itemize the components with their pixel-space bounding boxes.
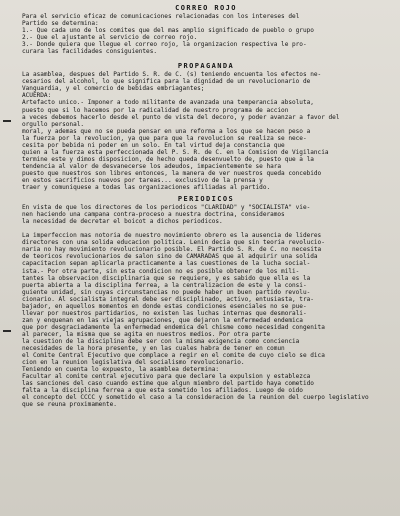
text-line: moral, y ademas que no se pueda pensar en una reforma a los que se hacen peso a <box>22 127 311 135</box>
text-line: directores con una solida educacion politica. Lenin decia que sin teoria revolucio- <box>22 239 325 247</box>
margin-mark <box>3 120 11 122</box>
text-line: cionario. Al socialista integral debe ser disciplinado, activo, entusiasta, tra- <box>22 295 314 303</box>
text-line: a veces debemos hacerlo desde el punto de vista del decoro, y poder avanzar a favor del <box>22 113 340 121</box>
text-line: capacitacion sepan aplicarla practicamente a las cuestiones de la lucha social- <box>22 260 311 268</box>
text-line: que por desgraciadamente la enfermedad endemica del chisme como necesidad congenita <box>22 323 325 331</box>
text-line: Partido se determina: <box>22 20 99 28</box>
text-line: que se reuna proximamente. <box>22 401 117 409</box>
text-line: la cuestion de la disciplina debe ser con la misma exigencia como conciencia <box>22 337 300 345</box>
section-heading: CORREO ROJO <box>175 4 237 12</box>
text-line: naria no hay movimiento revolucionario posible. El Partido S. R. de C. no necesita <box>22 246 322 254</box>
text-line: quien a la fuerza esta perfeccionada del P. S. R. de C. en la Comision de Vigilancia <box>22 148 329 156</box>
text-line: cesarios del alcohol, lo que significa para la dignidad de un revolucionario de <box>22 78 311 86</box>
text-line: Teniendo en cuenta lo expuesto, la asamblea determina: <box>22 366 220 374</box>
text-line: traer y comuniquese a todas las organizaciones afiliadas al partido. <box>22 184 271 192</box>
text-line: puesto que si lo hacemos por la radicalidad de nuestro programa de accion <box>22 106 289 114</box>
text-line: al parecer, la misma que se agita en nuestros medios. Por otra parte <box>22 330 271 338</box>
text-line: las sanciones del caso cuando estime que algun miembro del partido haya cometido <box>22 380 314 388</box>
text-line: cesita por bebida ni poder en un solo. En tal virtud deja constancia que <box>22 141 285 149</box>
section-spacer <box>22 408 390 412</box>
text-line: bajador, en aquellos momentos en donde estas condiciones esenciales no se pue- <box>22 302 307 310</box>
text-line: nen haciendo una campana contra-proceso a nuestra doctrina, consideramos <box>22 211 285 219</box>
text-line: el Comite Central Ejecutivo que complace a regir en el comite de cuyo cielo se dica <box>22 352 325 360</box>
text-line: el concepto del CCCC y sometido el caso a la consideracion de la reunion del cuerpo legislativo <box>22 394 369 402</box>
text-line: 3.- Donde quiera que llegue el correo rojo, la organizacion respectiva le pro- <box>22 41 307 49</box>
section-heading: PERIODICOS <box>177 195 235 204</box>
text-line: en estos sacrificios nuevos por tareas... exclusivo de la prensa y <box>22 176 263 184</box>
text-line: guiente unidad, sin cuyas circunstancias no puede haber un buen partido revolu- <box>22 288 311 296</box>
text-line: puesto que nuestros son libres entonces, la manera de ver nuestros queda concebido <box>22 169 322 177</box>
text-line: la fuerza por la revolucion, ya que para que la revolucion se realiza se nece- <box>22 134 307 142</box>
text-line: termine este y dimos disposicion, de hecho queda desenvuelto de, puesto que a la <box>22 155 314 163</box>
margin-mark <box>3 330 11 332</box>
text-line: orgullo personal. <box>22 120 85 128</box>
text-line: Para el servicio eficaz de comunicaciones relacionadas con los intereses del <box>22 13 300 20</box>
text-line: 1.- Que cada uno de los comites que del mas amplio significado de pueblo o grupo <box>22 27 314 35</box>
text-line: Vanguardia, y el comercio de bebidas embriagantes; <box>22 85 205 93</box>
section-spacer <box>22 55 390 62</box>
text-line: En vista de que los directores de los periodicos "CLARIDAD" y "SOCIALISTA" vie- <box>22 204 311 212</box>
document-body <box>22 4 390 412</box>
text-line: Facultar al comite central ejecutivo para que declare la expulsion y establezca <box>22 373 311 381</box>
text-line: necesidades de la hora presente, y en las cuales habra de tener en comun <box>22 345 285 353</box>
text-line: cion en la reunion legislativa del socialismo revolucionario. <box>22 359 245 367</box>
text-line: Artefacto unico.- Imponer a todo militante de avanzada una temperancia absoluta, <box>22 99 314 107</box>
text-line <box>22 225 390 232</box>
text-line: la necesidad de decretar el boicot a dichos periodicos. <box>22 218 223 226</box>
text-line: tendencia al valor de desvanecerse los adeudos, impacientemente se hara <box>22 162 282 170</box>
text-line: de teoricos revolucionarios de salon sino de CAMARADAS que al adquirir una solida <box>22 253 318 261</box>
text-line: La imperfeccion mas notoria de nuestro movimiento obrero es la ausencia de lideres <box>22 232 322 240</box>
text-line: La asamblea, despues del Partido S. R. de C. (s) teniendo encuenta los efectos ne- <box>22 71 322 79</box>
text-line: ista.- Por otra parte, sin esta condicion no es posible obtener de los mili- <box>22 267 300 275</box>
section-heading: PROPAGANDA <box>177 62 235 71</box>
text-line: ACUERDA: <box>22 92 52 100</box>
text-line: llevar por nuestros partidarios, no existen las luchas internas que desmorali- <box>22 309 307 317</box>
text-line: falta a la disciplina ferrea a que esta sometido los afiliados. Luego de oido <box>22 387 303 395</box>
text-line: tantes la observacion disciplinaria que se requiere, y es sabido que ella es la <box>22 274 311 282</box>
text-line: zan y enquenan en las viejas agrupaciones, que dejaron la enfermedad endemica <box>22 316 303 324</box>
text-line: curara las facilidades consiguientes. <box>22 48 158 56</box>
text-line: puerta abierta a la disciplina ferrea, a la centralizacion de este y la consi- <box>22 281 307 289</box>
text-line: 2.- Que el ajustante al servicio de correo rojo. <box>22 34 198 42</box>
